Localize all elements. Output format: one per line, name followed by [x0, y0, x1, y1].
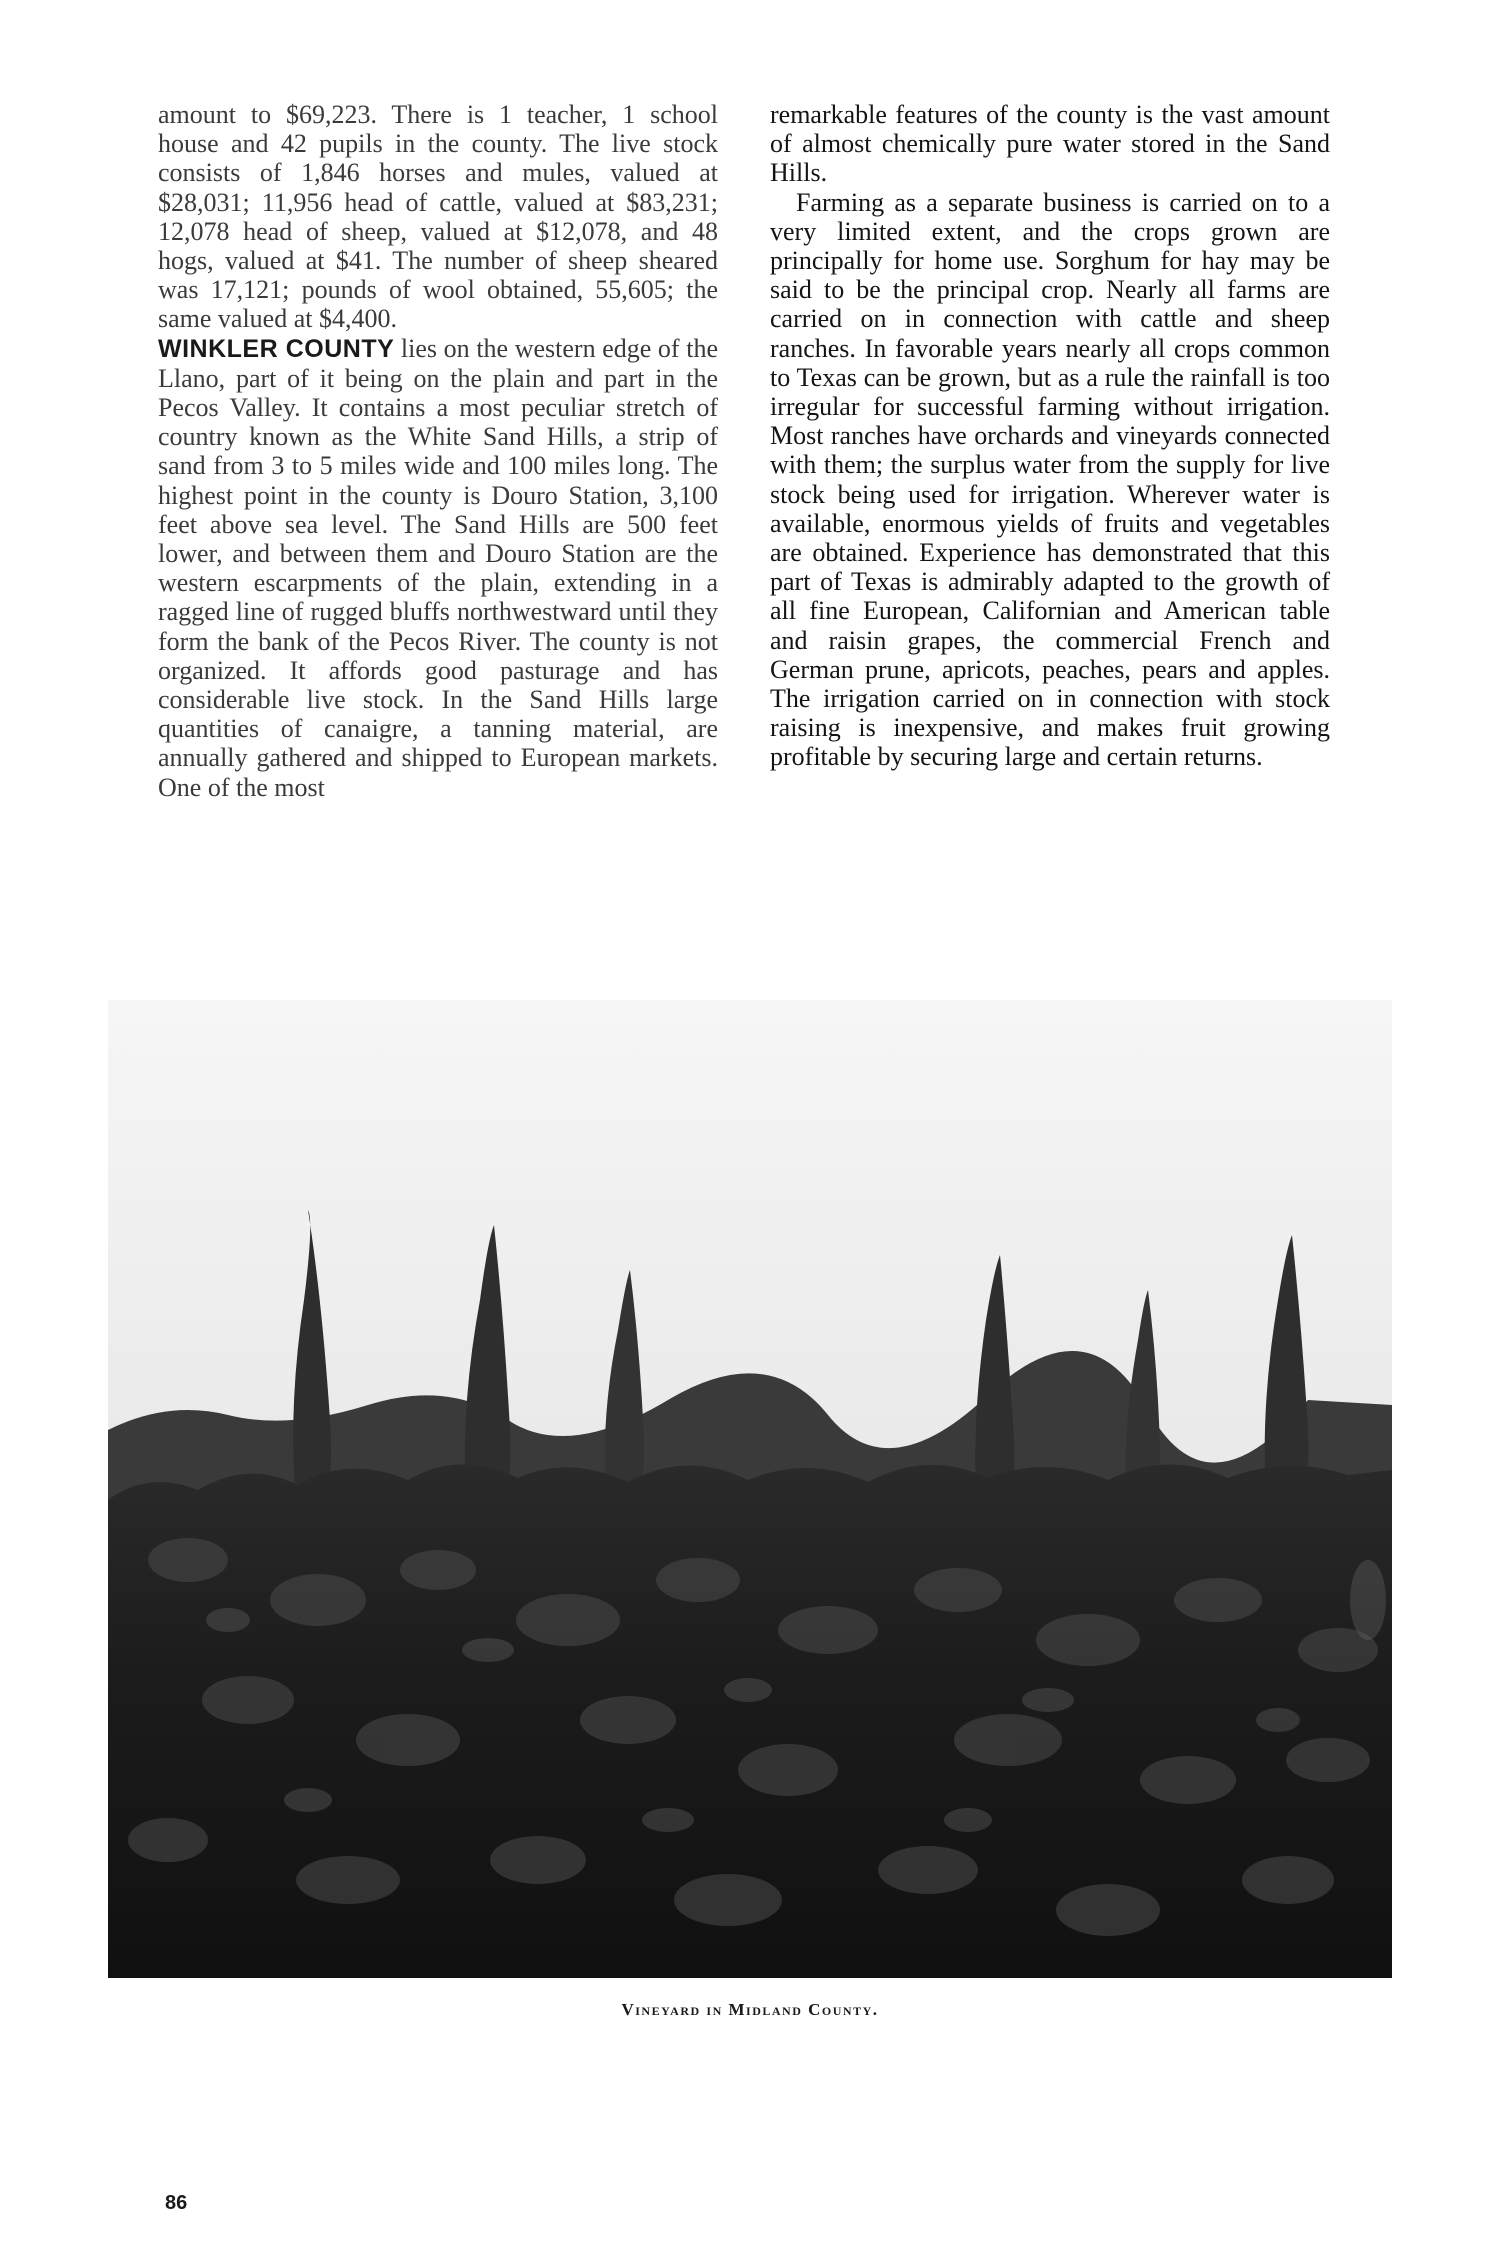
left-paragraph-continued: amount to $69,223. There is 1 teacher, 1 school house and 42 pupils in the county. The live stock consists of 1,846 horses and mules, valued at $28,031; 11,956 head of cattle, valued at $83,231; 12,078 head of sheep, valued at $12,078, and 48 hogs, valued at $41. The number of sheep sheared was 17,121; pounds of wool obtained, 55,605; the same valued at $4,400. [158, 100, 718, 334]
photo-caption: Vineyard in Midland County. [621, 2000, 879, 2019]
left-text-column [158, 100, 718, 802]
right-text-column [770, 100, 1330, 772]
page-number: 86 [165, 2192, 188, 2214]
winkler-county-text: lies on the western edge of the Llano, part of it being on the plain and part in the Pecos Valley. It contains a most peculiar stretch of country known as the White Sand Hills, a strip of sand from 3 to 5 miles wide and 100 miles long. The highest point in the county is Douro Station, 3,100 feet above sea level. The Sand Hills are 500 feet lower, and between them and Douro Station are the western escarpments of the plain, extending in a ragged line of rugged bluffs northwestward until they form the bank of the Pecos River. The county is not organized. It affords good pasturage and has considerable live stock. In the Sand Hills large quantities of canaigre, a tanning material, are annually gathered and shipped to European markets. One of the most [158, 333, 718, 802]
right-paragraph-continued: remarkable features of the county is the vast amount of almost chemically pure water stored in the Sand Hills. [770, 100, 1330, 188]
winkler-county-paragraph [158, 334, 718, 802]
farming-paragraph: Farming as a separate business is carried on to a very limited extent, and the crops grown are principally for home use. Sorghum for hay may be said to be the principal crop. Nearly all farms are carried on in connection with cattle and sheep ranches. In favorable years nearly all crops common to Texas can be grown, but as a rule the rainfall is too irregular for successful farming without irrigation. Most ranches have orchards and vineyards connected with them; the surplus water from the supply for live stock being used for irrigation. Wherever water is available, enormous yields of fruits and vegetables are obtained. Experience has demonstrated that this part of Texas is admirably adapted to the growth of all fine European, Californian and American table and raisin grapes, the commercial French and German prune, apricots, peaches, pears and apples. The irrigation carried on in connection with stock raising is inexpensive, and makes fruit growing profitable by securing large and certain returns. [770, 187, 1330, 772]
county-heading: WINKLER COUNTY [158, 334, 395, 363]
vineyard-image [108, 1000, 1392, 1978]
vineyard-photograph [108, 1000, 1392, 1978]
